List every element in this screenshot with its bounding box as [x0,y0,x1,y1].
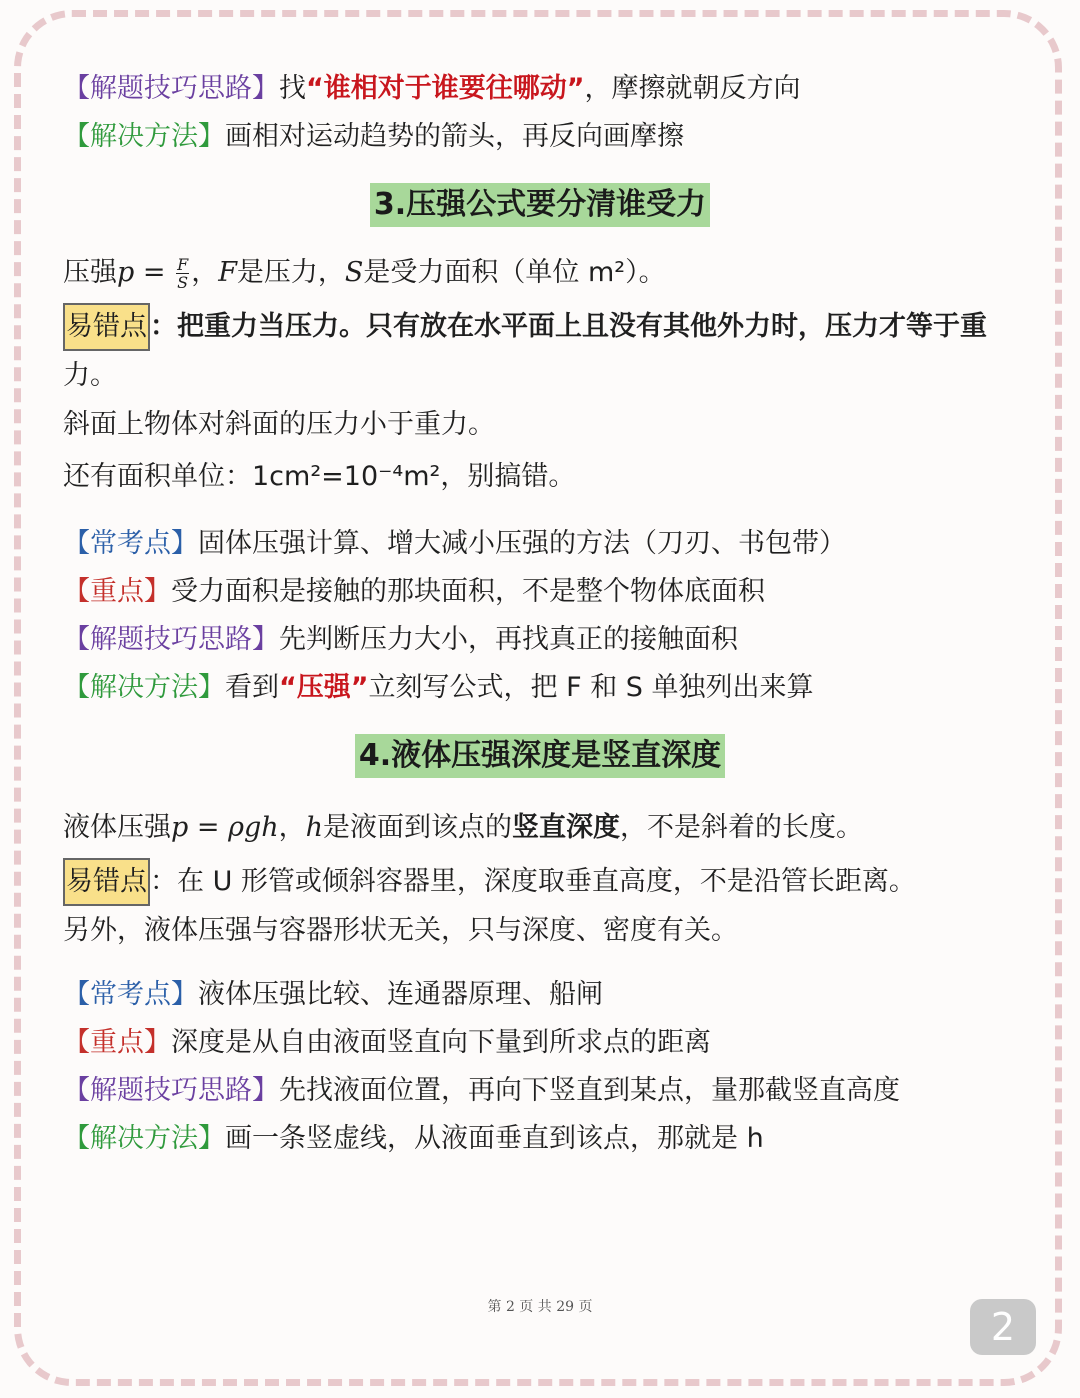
formula-S: S [344,257,364,288]
liquid-desc-d: ，不是斜着的长度。 [620,812,864,843]
method-line-s2 [63,119,1028,155]
common-line-s4 [63,977,1028,1013]
formula-p: p = [117,257,175,288]
liquid-label: 液体压强 [63,812,171,843]
liquid-sep: ， [278,812,306,843]
note-text: 另外，液体压强与容器形状无关，只与深度、密度有关。 [63,915,738,946]
key-text: 受力面积是接触的那块面积，不是整个物体底面积 [171,576,765,607]
error-line-s4 [63,858,1028,906]
method-tag: 【解决方法】 [63,1123,225,1154]
tip-tag: 【解题技巧思路】 [63,624,279,655]
liquid-formula: p = ρgℎ [171,812,279,843]
formula-desc-b: 是压力， [236,257,345,288]
error-label: 易错点 [63,858,150,906]
tip-line-s4 [63,1073,1028,1109]
method-quote: “压强” [279,672,369,703]
liquid-bold: 竖直深度 [512,812,621,843]
key-tag: 【重点】 [63,576,171,607]
method-text-b: 立刻写公式，把 F 和 S 单独列出来算 [368,672,814,703]
section-3-title: 3.压强公式要分清谁受力 [370,183,710,227]
formula-desc-c: 是受力面积（单位 m²）。 [363,257,666,288]
error-line-s3 [63,303,1028,351]
note-text-2: 还有面积单位：1cm²=10⁻⁴m²，别搞错。 [63,461,576,492]
tip-text-b: ，摩擦就朝反方向 [584,73,801,104]
key-text: 深度是从自由液面竖直向下量到所求点的距离 [171,1027,711,1058]
key-tag: 【重点】 [63,1027,171,1058]
tip-line-s3 [63,622,1028,658]
method-line-s3 [63,670,1028,706]
page-footer: 第 2 页 共 29 页 [487,1299,593,1315]
tip-line-s2 [63,71,1028,107]
error-text: ：在 U 形管或倾斜容器里，深度取垂直高度，不是沿管长距离。 [150,866,916,897]
note-line-2 [63,459,1028,495]
tip-text-a: 找 [279,73,306,104]
liquid-h: ℎ [305,812,324,843]
common-tag: 【常考点】 [63,528,198,559]
common-tag: 【常考点】 [63,979,198,1010]
fraction-numerator: F [177,255,189,274]
tip-tag: 【解题技巧思路】 [63,73,279,104]
liquid-desc-c: 是液面到该点的 [323,812,513,843]
method-tag: 【解决方法】 [63,121,225,152]
formula-label: 压强 [63,257,117,288]
note-line-1 [63,407,1028,443]
formula-line-s3 [63,255,1028,291]
formula-line-s4 [63,810,1028,846]
page-number-badge: 2 [970,1299,1036,1355]
method-text: 画一条竖虚线，从液面垂直到该点，那就是 h [225,1123,764,1154]
section-4-heading [0,734,1080,778]
fraction-denominator: S [177,273,189,292]
error-text: ：把重力当压力。只有放在水平面上且没有其他外力时，压力才等于重 [150,311,987,342]
tip-tag: 【解题技巧思路】 [63,1075,279,1106]
tip-text: 先找液面位置，再向下竖直到某点，量那截竖直高度 [279,1075,900,1106]
method-text-a: 看到 [225,672,279,703]
method-line-s4 [63,1121,1028,1157]
note-text-1: 斜面上物体对斜面的压力小于重力。 [63,409,495,440]
key-line-s3 [63,574,1028,610]
error-line-s3-cont [63,358,1028,394]
error-label: 易错点 [63,303,150,351]
common-text: 固体压强计算、增大减小压强的方法（刀刃、书包带） [198,528,846,559]
tip-text: 先判断压力大小，再找真正的接触面积 [279,624,738,655]
formula-sep: ， [191,257,219,288]
method-tag: 【解决方法】 [63,672,225,703]
section-4-title: 4.液体压强深度是竖直深度 [355,734,725,778]
error-text-cont: 力。 [63,360,117,391]
common-line-s3 [63,526,1028,562]
method-text: 画相对运动趋势的箭头，再反向画摩擦 [225,121,684,152]
fraction [176,256,189,291]
note-line-s4 [63,913,1028,949]
section-3-heading [0,183,1080,227]
common-text: 液体压强比较、连通器原理、船闸 [198,979,603,1010]
key-line-s4 [63,1025,1028,1061]
formula-F: F [218,257,237,288]
tip-quote: “谁相对于谁要往哪动” [306,73,585,104]
